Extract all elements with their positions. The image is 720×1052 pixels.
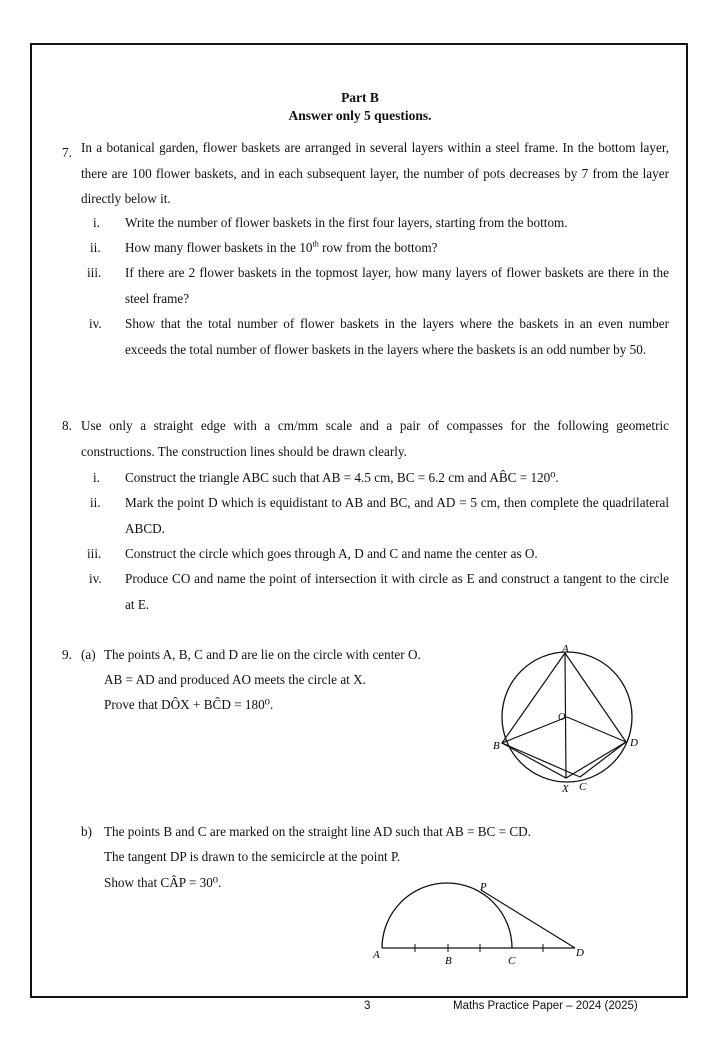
circle-diagram-a: [480, 640, 655, 800]
label-a-b: A: [373, 949, 380, 961]
q8-stem: Use only a straight edge with a cm/mm scale and a pair of compasses for the following geometric constructions. The construction lines should be drawn clearly.: [81, 418, 669, 459]
semicircle: [382, 883, 512, 948]
label-d: D: [630, 737, 638, 749]
q9a-line1: The points A, B, C and D are lie on the circle with center O.: [104, 647, 421, 662]
semicircle-diagram-b: [365, 878, 595, 968]
q7-i-label: i.: [93, 215, 100, 230]
instruction-heading: Answer only 5 questions.: [288, 108, 432, 123]
q8-iii-label: iii.: [87, 546, 102, 561]
page-number: 3: [364, 1000, 371, 1012]
q7-number: 7.: [62, 145, 72, 160]
q8-ii-text: Mark the point D which is equidistant to AB and BC, and AD = 5 cm, then complete the quadrilateral ABCD.: [125, 495, 669, 536]
q7-iii-label: iii.: [87, 265, 102, 280]
label-p-b: P: [480, 881, 487, 893]
label-c-b: C: [508, 955, 516, 967]
tangent-dp: [481, 890, 575, 948]
q8-i-text: Construct the triangle ABC such that AB = 4.5 cm, BC = 6.2 cm and AB̂C = 120⁰.: [125, 470, 559, 485]
label-d-b: D: [576, 947, 584, 959]
label-a: A: [562, 643, 569, 655]
label-x: X: [562, 783, 569, 795]
label-c: C: [579, 781, 587, 793]
q7-iv-label: iv.: [89, 316, 102, 331]
q7-iii-text: If there are 2 flower baskets in the topmost layer, how many layers of flower baskets are there in the steel frame?: [125, 265, 669, 306]
q8-iv-label: iv.: [89, 571, 102, 586]
label-b: B: [493, 740, 500, 752]
q8-iv-text: Produce CO and name the point of intersection it with circle as E and construct a tangent to the circle at E.: [125, 571, 669, 612]
q9a-line2: AB = AD and produced AO meets the circle at X.: [104, 672, 366, 687]
q9b-label: b): [81, 824, 92, 839]
q7-iv-text: Show that the total number of flower baskets in the layers where the baskets in an even number exceeds the total number of flower baskets in the layers where the baskets is an odd number by 50.: [125, 316, 669, 357]
q7-i-text: Write the number of flower baskets in the first four layers, starting from the bottom.: [125, 215, 568, 230]
q8-ii-label: ii.: [90, 495, 101, 510]
q9-number: 9.: [62, 647, 72, 662]
label-b-b: B: [445, 955, 452, 967]
q9b-line3: Show that CÂP = 30⁰.: [104, 875, 222, 890]
label-o: O: [558, 712, 566, 723]
q7-stem: In a botanical garden, flower baskets are arranged in several layers within a steel frame. In the bottom layer, there are 100 flower baskets, and in each subsequent layer, the number of pots decreases by 7 from the layer directly below it.: [81, 140, 669, 206]
part-heading: Part B: [341, 90, 379, 105]
q8-i-label: i.: [93, 470, 100, 485]
q9a-label: (a): [81, 647, 96, 662]
q7-ii-text: How many flower baskets in the 10th row from the bottom?: [125, 239, 438, 255]
q9a-line3: Prove that DÔX + BĈD = 180⁰.: [104, 697, 274, 712]
q9b-line1: The points B and C are marked on the straight line AD such that AB = BC = CD.: [104, 824, 531, 839]
q8-number: 8.: [62, 418, 72, 433]
q7-ii-label: ii.: [90, 240, 101, 255]
q9b-line2: The tangent DP is drawn to the semicircle at the point P.: [104, 849, 401, 864]
line-bc: [502, 743, 580, 777]
q8-iii-text: Construct the circle which goes through A, D and C and name the center as O.: [125, 546, 538, 561]
footer-title: Maths Practice Paper – 2024 (2025): [453, 1000, 638, 1012]
